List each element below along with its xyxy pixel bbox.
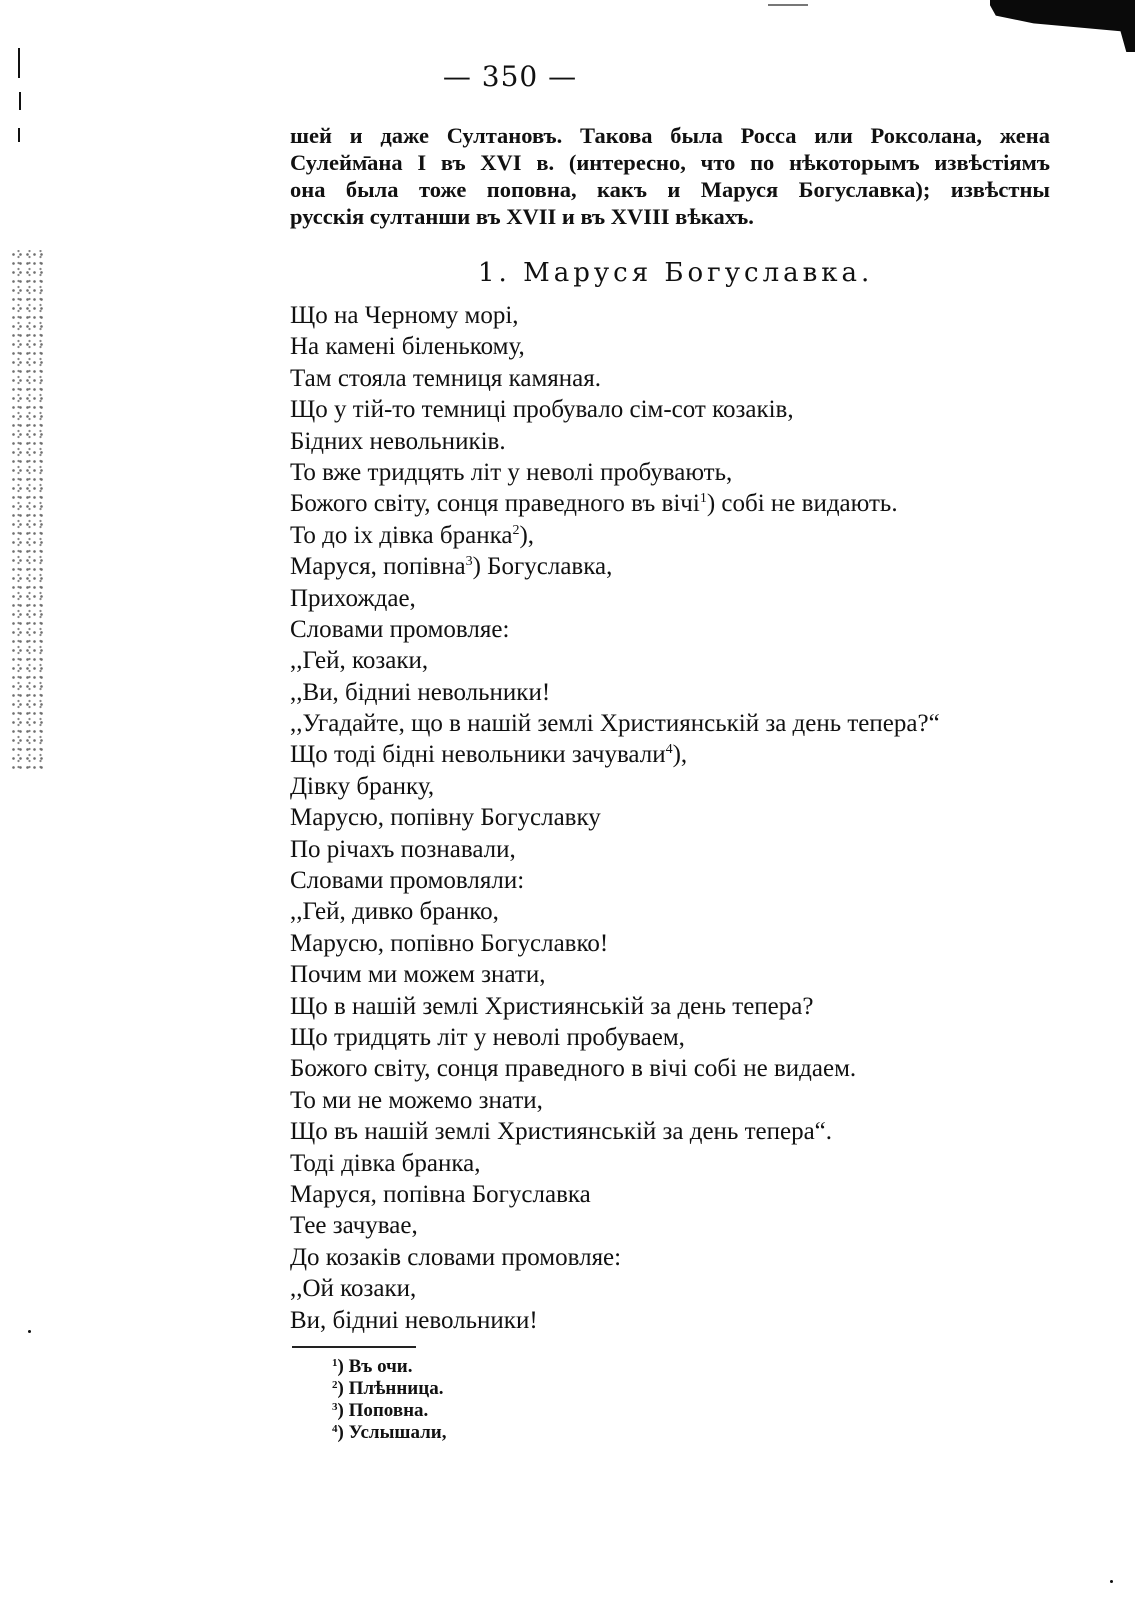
poem-line xyxy=(290,583,1080,614)
page-number: — 350 — xyxy=(442,60,578,93)
scan-top-mark xyxy=(768,4,808,6)
poem-line-text: ,,Ой козаки, xyxy=(290,1275,417,1303)
scan-edge-speckle xyxy=(10,250,46,770)
intro-line: шей и даже Султановъ. Такова была Росса или Роксолана, жена xyxy=(290,123,1050,148)
footnote-ref: 1 xyxy=(699,491,707,507)
poem-line xyxy=(290,331,1080,362)
poem-line xyxy=(290,959,1080,990)
footnote xyxy=(332,1378,446,1400)
poem-line-text: Там стояла темниця камяная. xyxy=(290,364,601,392)
poem-line-text: Маруся, попівна xyxy=(290,553,466,581)
poem-line xyxy=(290,1085,1080,1116)
poem xyxy=(290,300,1080,1336)
scan-dot xyxy=(28,1330,31,1333)
intro-line: Сулейм̄ана I въ XVI в. (интересно, что по нѣкоторымъ извѣстіямъ xyxy=(290,150,1050,175)
poem-line xyxy=(290,1116,1080,1147)
footnote-text: ) Плѣнница. xyxy=(337,1378,444,1399)
poem-line-text: ), xyxy=(519,521,535,549)
poem-line xyxy=(290,645,1080,676)
poem-line-text: ), xyxy=(672,741,688,769)
footnote xyxy=(332,1356,446,1378)
footnote-text: ) Въ очи. xyxy=(337,1356,413,1377)
poem-line xyxy=(290,1053,1080,1084)
poem-line xyxy=(290,1273,1080,1304)
poem-line-text: Що въ нашій землі Християнській за день тепера“. xyxy=(290,1118,833,1146)
poem-line-text: Тее зачувае, xyxy=(290,1212,418,1240)
poem-line-text: Почим ми можем знати, xyxy=(290,961,546,989)
poem-line-text: То ми не можемо знати, xyxy=(290,1086,543,1114)
poem-line-text: Божого світу, сонця праведного въ вічі xyxy=(290,490,700,518)
footnote-ref: 4 xyxy=(665,742,673,758)
poem-line-text: Прихождае, xyxy=(290,584,416,612)
intro-paragraph xyxy=(290,122,1050,230)
poem-line-text: Словами промовляли: xyxy=(290,867,525,895)
poem-line xyxy=(290,1305,1080,1336)
poem-line xyxy=(290,1022,1080,1053)
poem-line-text: ) собі не видають. xyxy=(706,490,898,518)
scan-dot xyxy=(1110,1580,1113,1583)
poem-line xyxy=(290,394,1080,425)
poem-line xyxy=(290,363,1080,394)
poem-line xyxy=(290,1210,1080,1241)
poem-line-text: То до іх дівка бранка xyxy=(290,521,513,549)
poem-line-text: Що у тій-то темниці пробувало сім-сот козаків, xyxy=(290,396,794,424)
poem-line xyxy=(290,614,1080,645)
poem-line xyxy=(290,551,1080,582)
footnote xyxy=(332,1422,446,1444)
poem-line-text: Словами промовляе: xyxy=(290,615,510,643)
poem-line-text: Ви, бідниі невольники! xyxy=(290,1306,538,1334)
poem-line xyxy=(290,520,1080,551)
poem-line xyxy=(290,834,1080,865)
poem-line xyxy=(290,928,1080,959)
scan-corner-mark xyxy=(990,0,1135,52)
poem-line-text: До козаків словами промовляе: xyxy=(290,1243,622,1271)
footnotes xyxy=(332,1356,446,1444)
footnote-text: ) Услышали, xyxy=(337,1422,447,1443)
poem-line xyxy=(290,1179,1080,1210)
poem-line-text: То вже тридцять літ у неволі пробувають, xyxy=(290,458,733,486)
footnote-ref: 3 xyxy=(465,554,473,570)
poem-line xyxy=(290,677,1080,708)
poem-line xyxy=(290,708,1080,739)
poem-line-text: ,,Угадайте, що в нашій землі Християнській за день тепера?“ xyxy=(290,710,940,738)
poem-line-text: Божого світу, сонця праведного в вічі собі не видаем. xyxy=(290,1055,857,1083)
poem-line-text: Що тридцять літ у неволі пробуваем, xyxy=(290,1023,685,1051)
poem-line-text: Що в нашій землі Християнській за день тепера? xyxy=(290,992,814,1020)
footnote-number: 3 xyxy=(332,1401,338,1413)
poem-line xyxy=(290,991,1080,1022)
section-heading: 1. Маруся Богуславка. xyxy=(478,258,874,288)
poem-line xyxy=(290,771,1080,802)
scan-left-tick xyxy=(19,92,21,110)
poem-line-text: Дівку бранку, xyxy=(290,772,435,800)
poem-line xyxy=(290,1148,1080,1179)
poem-line-text: На камені біленькому, xyxy=(290,333,525,361)
poem-line xyxy=(290,426,1080,457)
poem-line-text: Марусю, попівну Богуславку xyxy=(290,804,601,832)
poem-line xyxy=(290,300,1080,331)
poem-line-text: Марусю, попівно Богуславко! xyxy=(290,929,609,957)
footnote-number: 2 xyxy=(332,1379,338,1391)
poem-line-text: ,,Гей, козаки, xyxy=(290,647,429,675)
poem-line xyxy=(290,739,1080,770)
poem-line-text: ) Богуславка, xyxy=(472,553,613,581)
poem-line-text: Бідних невольників. xyxy=(290,427,506,455)
poem-line-text: Маруся, попівна Богуславка xyxy=(290,1180,591,1208)
poem-line xyxy=(290,457,1080,488)
poem-line xyxy=(290,488,1080,519)
poem-line-text: Тоді дівка бранка, xyxy=(290,1149,481,1177)
poem-line-text: ,,Гей, дивко бранко, xyxy=(290,898,499,926)
poem-line-text: Що на Черному морі, xyxy=(290,302,519,329)
poem-line-text: Що тоді бідні невольники зачували xyxy=(290,741,666,769)
footnote-number: 1 xyxy=(332,1357,338,1369)
poem-line xyxy=(290,1242,1080,1273)
poem-line-text: По річахъ познавали, xyxy=(290,835,516,863)
poem-line-text: ,,Ви, бідниі невольники! xyxy=(290,678,551,706)
footnote-divider xyxy=(292,1346,416,1348)
footnote xyxy=(332,1400,446,1422)
poem-line xyxy=(290,865,1080,896)
scan-left-tick xyxy=(18,128,20,142)
footnote-number: 4 xyxy=(332,1423,338,1435)
footnote-text: ) Поповна. xyxy=(337,1400,429,1421)
footnote-ref: 2 xyxy=(512,522,520,538)
poem-line xyxy=(290,802,1080,833)
poem-line xyxy=(290,896,1080,927)
intro-line: русскія султанши въ XVII и въ XVIII вѣкахъ. xyxy=(290,204,754,229)
intro-line: она была тоже поповна, какъ и Маруся Богуславка); извѣстны xyxy=(290,177,1050,202)
